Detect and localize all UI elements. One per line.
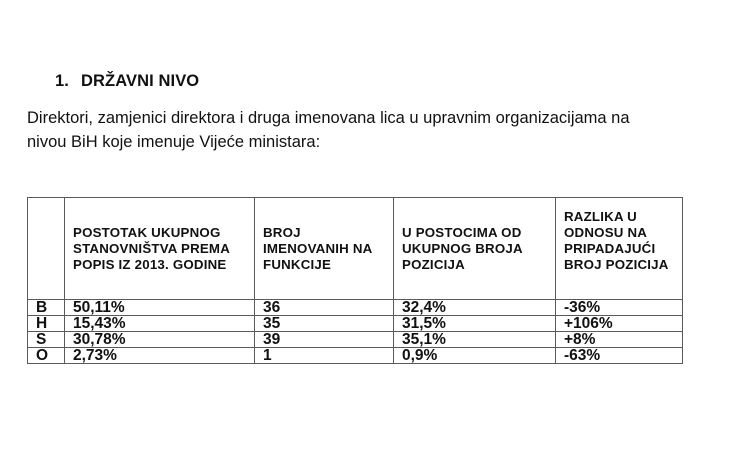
table-row [28, 332, 683, 348]
table-row [28, 348, 683, 364]
intro-line-2: nivou BiH koje imenuje Vijeće ministara: [27, 133, 321, 151]
cell-group: H [28, 316, 65, 332]
cell-share-pct: 32,4% [394, 300, 556, 316]
header-share-pct: U POSTOCIMA OD UKUPNOG BROJA POZICIJA [394, 198, 556, 300]
intro-line-1: Direktori, zamjenici direktora i druga imenovana lica u upravnim organizacijama na [27, 109, 630, 127]
cell-difference: +106% [556, 316, 683, 332]
table-header-row [28, 198, 683, 300]
cell-group: S [28, 332, 65, 348]
cell-appointed: 36 [255, 300, 394, 316]
section-heading [55, 72, 199, 91]
header-population-pct: POSTOTAK UKUPNOG STANOVNIŠTVA PREMA POPIS IZ 2013. GODINE [65, 198, 255, 300]
cell-population-pct: 15,43% [65, 316, 255, 332]
header-difference: RAZLIKA U ODNOSU NA PRIPADAJUĆI BROJ POZICIJA [556, 198, 683, 300]
cell-share-pct: 31,5% [394, 316, 556, 332]
table-row [28, 316, 683, 332]
cell-population-pct: 50,11% [65, 300, 255, 316]
header-appointed: BROJ IMENOVANIH NA FUNKCIJE [255, 198, 394, 300]
cell-share-pct: 0,9% [394, 348, 556, 364]
cell-difference: -36% [556, 300, 683, 316]
cell-group: O [28, 348, 65, 364]
section-number: 1. [55, 72, 69, 90]
table-row [28, 300, 683, 316]
header-group [28, 198, 65, 300]
appointments-table [27, 197, 683, 364]
section-title: DRŽAVNI NIVO [81, 72, 200, 90]
cell-share-pct: 35,1% [394, 332, 556, 348]
cell-appointed: 1 [255, 348, 394, 364]
cell-appointed: 39 [255, 332, 394, 348]
cell-population-pct: 2,73% [65, 348, 255, 364]
cell-difference: -63% [556, 348, 683, 364]
cell-difference: +8% [556, 332, 683, 348]
cell-appointed: 35 [255, 316, 394, 332]
intro-paragraph [27, 106, 727, 154]
cell-group: B [28, 300, 65, 316]
cell-population-pct: 30,78% [65, 332, 255, 348]
